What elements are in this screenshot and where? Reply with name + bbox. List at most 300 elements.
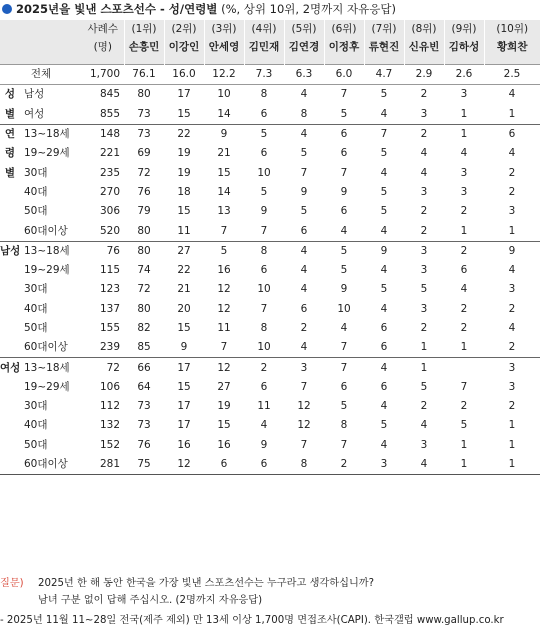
- percent-cell: 73: [137, 400, 151, 413]
- percent-cell: 4: [340, 224, 348, 237]
- athlete-rank: (8위): [411, 23, 437, 35]
- athlete-name: 안세영: [208, 41, 240, 53]
- athlete-rank: (3위): [211, 23, 237, 35]
- percent-cell: 4: [420, 147, 428, 160]
- percent-cell: 7: [220, 341, 228, 354]
- percent-cell: 3: [460, 185, 468, 198]
- header-athlete-7: [364, 20, 404, 65]
- percent-cell: 66: [124, 358, 164, 378]
- percent-cell: 1: [508, 419, 516, 432]
- row-label: 30대: [24, 166, 48, 179]
- percent-cell: 27: [164, 241, 204, 261]
- table-row: [0, 241, 540, 261]
- percent-cell: 9: [364, 241, 404, 261]
- header-blank: [0, 20, 82, 65]
- row-group: [0, 300, 20, 319]
- table-row: [0, 124, 540, 144]
- sample-size-cell: 76: [82, 241, 124, 261]
- question-text-1: 2025년 한 해 동안 한국을 가장 빛낸 스포츠선수는 누구라고 생각하십니까?: [38, 578, 375, 589]
- row-label: 여성: [24, 107, 45, 120]
- row-label: 19~29세: [24, 264, 70, 277]
- percent-cell: 2: [300, 322, 308, 334]
- row-group: 령: [4, 147, 16, 160]
- percent-cell: 2.9: [404, 65, 444, 85]
- sample-size-cell: 148: [82, 124, 124, 144]
- percent-cell: 19: [217, 400, 231, 413]
- title-main: 2025년을 빛낸 스포츠선수 - 성/연령별: [16, 2, 218, 16]
- sample-size-unit: (명): [93, 41, 112, 53]
- row-label: 13~18세: [20, 358, 82, 378]
- row-group: 여성: [0, 358, 20, 378]
- percent-cell: 17: [177, 419, 191, 432]
- percent-cell: 6: [324, 124, 364, 144]
- question-label: 질문): [0, 578, 24, 589]
- percent-cell: 3: [508, 205, 516, 218]
- percent-cell: 9: [180, 341, 188, 354]
- percent-cell: 6: [340, 380, 348, 393]
- row-label: 60대이상: [20, 455, 82, 475]
- row-group: 연: [0, 124, 20, 144]
- percent-cell: 1: [444, 455, 484, 475]
- percent-cell: 8: [340, 419, 348, 432]
- percent-cell: 7: [260, 302, 268, 315]
- percent-cell: 17: [164, 85, 204, 105]
- row-group: 별: [4, 166, 16, 179]
- percent-cell: 7: [460, 380, 468, 393]
- percent-cell: 4: [380, 302, 388, 315]
- row-label: 60대이상: [24, 224, 68, 237]
- percent-cell: 2: [508, 400, 516, 413]
- source-note: - 2025년 11월 11~28일 전국(제주 제외) 만 13세 이상 1,700명 면접조사(CAPI). 한국갤럽 www.gallup.co.kr: [0, 615, 504, 626]
- percent-cell: 75: [124, 455, 164, 475]
- percent-cell: 2: [244, 358, 284, 378]
- athlete-rank: (4위): [251, 23, 277, 35]
- percent-cell: 3: [420, 107, 428, 120]
- percent-cell: 9: [340, 283, 348, 296]
- percent-cell: 3: [420, 302, 428, 315]
- table-row: [0, 338, 540, 358]
- header-athlete-6: [324, 20, 364, 65]
- percent-cell: 12: [204, 358, 244, 378]
- sample-size-cell: 132: [99, 419, 120, 432]
- percent-cell: 5: [420, 380, 428, 393]
- row-group: [0, 183, 20, 202]
- athlete-name: 김하성: [448, 41, 480, 53]
- percent-cell: 7: [340, 166, 348, 179]
- percent-cell: 7: [324, 85, 364, 105]
- percent-cell: 76.1: [124, 65, 164, 85]
- row-label: 50대: [24, 205, 48, 218]
- table-row: [0, 436, 540, 455]
- percent-cell: 4: [460, 283, 468, 296]
- table-row: [0, 416, 540, 435]
- sample-size-cell: 152: [99, 438, 120, 451]
- header-athlete-4: [244, 20, 284, 65]
- percent-cell: 1: [460, 224, 468, 237]
- sample-size-cell: 221: [99, 147, 120, 160]
- percent-cell: 4: [460, 147, 468, 160]
- table-row: [0, 221, 540, 241]
- percent-cell: 1: [420, 341, 428, 354]
- percent-cell: 3: [420, 438, 428, 451]
- percent-cell: 82: [137, 322, 151, 334]
- percent-cell: 8: [260, 322, 268, 334]
- percent-cell: 4: [364, 358, 404, 378]
- percent-cell: 12.2: [204, 65, 244, 85]
- athlete-rank: (10위): [496, 23, 529, 35]
- page-title: [2, 1, 539, 17]
- sample-size-cell: 845: [82, 85, 124, 105]
- row-group: [0, 338, 20, 358]
- table-row: [0, 85, 540, 105]
- percent-cell: 7.3: [244, 65, 284, 85]
- table-row: [0, 358, 540, 378]
- athlete-rank: (6위): [331, 23, 357, 35]
- percent-cell: 9: [260, 438, 268, 451]
- percent-cell: 4: [300, 264, 308, 277]
- row-group: [0, 378, 20, 397]
- percent-cell: 4: [260, 419, 268, 432]
- percent-cell: 69: [137, 147, 151, 160]
- percent-cell: 3: [284, 358, 324, 378]
- table-row: [0, 319, 540, 338]
- percent-cell: 10: [257, 166, 271, 179]
- question-line-2: [0, 592, 540, 609]
- percent-cell: 5: [364, 85, 404, 105]
- percent-cell: 6: [204, 455, 244, 475]
- percent-cell: 2: [324, 455, 364, 475]
- percent-cell: 5: [380, 419, 388, 432]
- percent-cell: 80: [124, 241, 164, 261]
- table-row: [0, 144, 540, 163]
- percent-cell: 5: [340, 264, 348, 277]
- percent-cell: 13: [217, 205, 231, 218]
- percent-cell: 1: [508, 438, 516, 451]
- percent-cell: 7: [220, 224, 228, 237]
- row-group: [0, 221, 20, 241]
- percent-cell: 3: [484, 358, 540, 378]
- percent-cell: 7: [300, 380, 308, 393]
- percent-cell: 1: [460, 341, 468, 354]
- percent-cell: 10: [204, 85, 244, 105]
- sample-size-cell: 155: [99, 322, 120, 334]
- percent-cell: 4: [508, 322, 516, 334]
- percent-cell: 4: [380, 400, 388, 413]
- percent-cell: 19: [177, 166, 191, 179]
- header-athlete-1: [124, 20, 164, 65]
- athlete-name: 김연경: [288, 41, 320, 53]
- percent-cell: 1: [508, 107, 516, 120]
- percent-cell: 12: [217, 302, 231, 315]
- percent-cell: 5: [380, 283, 388, 296]
- athlete-rank: (9위): [451, 23, 477, 35]
- percent-cell: 16.0: [164, 65, 204, 85]
- percent-cell: 16: [217, 438, 231, 451]
- sample-size-cell: 137: [99, 302, 120, 315]
- percent-cell: 7: [364, 124, 404, 144]
- bullet-icon: [2, 4, 12, 14]
- percent-cell: 10: [257, 341, 271, 354]
- athlete-rank: (2위): [171, 23, 197, 35]
- percent-cell: 2: [420, 224, 428, 237]
- percent-cell: 4: [380, 107, 388, 120]
- percent-cell: 1: [404, 358, 444, 378]
- sample-size-cell: 520: [99, 224, 120, 237]
- percent-cell: 2: [460, 205, 468, 218]
- percent-cell: 5: [300, 205, 308, 218]
- percent-cell: 4: [484, 85, 540, 105]
- percent-cell: 64: [137, 380, 151, 393]
- sample-size-cell: 115: [99, 264, 120, 277]
- table-row: [0, 261, 540, 280]
- header-athlete-2: [164, 20, 204, 65]
- percent-cell: 9: [340, 185, 348, 198]
- percent-cell: 72: [137, 283, 151, 296]
- percent-cell: 2: [420, 205, 428, 218]
- table-row: [0, 202, 540, 221]
- athlete-rank: (7위): [371, 23, 397, 35]
- percent-cell: 79: [137, 205, 151, 218]
- percent-cell: 12: [297, 419, 311, 432]
- percent-cell: 17: [177, 400, 191, 413]
- row-group: 별: [4, 107, 16, 120]
- percent-cell: 16: [217, 264, 231, 277]
- table-row: [0, 397, 540, 416]
- percent-cell: 7: [340, 438, 348, 451]
- athlete-rank: (1위): [131, 23, 157, 35]
- percent-cell: 2: [420, 322, 428, 334]
- percent-cell: 73: [137, 419, 151, 432]
- sample-size-cell: 281: [82, 455, 124, 475]
- percent-cell: 73: [124, 124, 164, 144]
- percent-cell: 4: [340, 322, 348, 334]
- percent-cell: 7: [340, 341, 348, 354]
- percent-cell: 4: [380, 438, 388, 451]
- percent-cell: 5: [420, 283, 428, 296]
- athlete-name: 손흥민: [128, 41, 160, 53]
- percent-cell: 4: [508, 264, 516, 277]
- row-label: 30대: [24, 400, 48, 413]
- percent-cell: 15: [217, 419, 231, 432]
- row-label: 30대: [24, 283, 48, 296]
- percent-cell: 21: [217, 147, 231, 160]
- header-athlete-8: [404, 20, 444, 65]
- row-label: 50대: [24, 322, 48, 334]
- percent-cell: 2: [508, 341, 516, 354]
- percent-cell: 5: [300, 147, 308, 160]
- percent-cell: 19: [177, 147, 191, 160]
- percent-cell: 3: [508, 380, 516, 393]
- percent-cell: 20: [177, 302, 191, 315]
- percent-cell: 4: [380, 166, 388, 179]
- row-label: 19~29세: [24, 147, 70, 160]
- percent-cell: 8: [244, 85, 284, 105]
- row-label: 50대: [24, 438, 48, 451]
- percent-cell: 4: [380, 264, 388, 277]
- percent-cell: 6: [260, 147, 268, 160]
- percent-cell: 1: [460, 438, 468, 451]
- percent-cell: 4: [420, 419, 428, 432]
- percent-cell: 9: [300, 185, 308, 198]
- row-group: [0, 397, 20, 416]
- percent-cell: 4: [284, 241, 324, 261]
- sample-size-cell: 1,700: [82, 65, 124, 85]
- question-line-1: [0, 575, 540, 592]
- percent-cell: 6: [260, 107, 268, 120]
- table-row: [0, 163, 540, 182]
- percent-cell: 2: [460, 322, 468, 334]
- row-label: 60대이상: [24, 341, 68, 354]
- percent-cell: 22: [164, 124, 204, 144]
- percent-cell: 6.3: [284, 65, 324, 85]
- percent-cell: 5: [340, 400, 348, 413]
- percent-cell: 5: [380, 185, 388, 198]
- row-label: 남성: [20, 85, 82, 105]
- percent-cell: 6.0: [324, 65, 364, 85]
- row-label: 13~18세: [20, 241, 82, 261]
- percent-cell: 6: [260, 380, 268, 393]
- table-row: [0, 300, 540, 319]
- row-label: 19~29세: [24, 380, 70, 393]
- percent-cell: 4: [284, 85, 324, 105]
- table-row: [0, 455, 540, 475]
- row-group: [0, 319, 20, 338]
- percent-cell: 12: [164, 455, 204, 475]
- question-text-2: 남녀 구분 없이 답해 주십시오. (2명까지 자유응답): [38, 595, 263, 606]
- percent-cell: 21: [177, 283, 191, 296]
- athlete-name: 이강인: [168, 41, 200, 53]
- percent-cell: 3: [404, 241, 444, 261]
- percent-cell: 15: [177, 380, 191, 393]
- percent-cell: 3: [444, 85, 484, 105]
- percent-cell: 9: [204, 124, 244, 144]
- percent-cell: 8: [284, 455, 324, 475]
- row-label: 40대: [24, 185, 48, 198]
- athlete-name: 이정후: [328, 41, 360, 53]
- percent-cell: 6: [244, 455, 284, 475]
- percent-cell: 3: [508, 283, 516, 296]
- percent-cell: 10: [337, 302, 351, 315]
- percent-cell: 2.5: [484, 65, 540, 85]
- table-row: [0, 105, 540, 125]
- percent-cell: 76: [137, 185, 151, 198]
- percent-cell: 73: [137, 107, 151, 120]
- percent-cell: 6: [380, 341, 388, 354]
- sample-size-cell: 239: [99, 341, 120, 354]
- athlete-name: 황희찬: [497, 41, 528, 53]
- percent-cell: 2: [460, 400, 468, 413]
- percent-cell: 80: [137, 224, 151, 237]
- percent-cell: 2: [508, 166, 516, 179]
- percent-cell: 5: [460, 419, 468, 432]
- row-group: [0, 416, 20, 435]
- percent-cell: 4: [508, 147, 516, 160]
- percent-cell: 9: [260, 205, 268, 218]
- row-group: 성: [0, 85, 20, 105]
- percent-cell: 17: [164, 358, 204, 378]
- percent-cell: 4: [300, 283, 308, 296]
- percent-cell: 18: [177, 185, 191, 198]
- percent-cell: 6: [380, 380, 388, 393]
- percent-cell: 14: [217, 107, 231, 120]
- percent-cell: 5: [340, 107, 348, 120]
- percent-cell: 7: [260, 224, 268, 237]
- header-athlete-3: [204, 20, 244, 65]
- percent-cell: 22: [177, 264, 191, 277]
- percent-cell: 2: [404, 124, 444, 144]
- percent-cell: 74: [137, 264, 151, 277]
- percent-cell: 27: [217, 380, 231, 393]
- percent-cell: 4: [420, 166, 428, 179]
- row-label: 40대: [24, 302, 48, 315]
- percent-cell: 8: [244, 241, 284, 261]
- percent-cell: 76: [137, 438, 151, 451]
- sample-size-cell: 855: [99, 107, 120, 120]
- percent-cell: 85: [137, 341, 151, 354]
- percent-cell: 4: [284, 124, 324, 144]
- table-row: [0, 183, 540, 202]
- percent-cell: 2: [508, 302, 516, 315]
- percent-cell: 6: [380, 322, 388, 334]
- percent-cell: 11: [217, 322, 231, 334]
- percent-cell: 1: [444, 124, 484, 144]
- sample-size-cell: 306: [99, 205, 120, 218]
- percent-cell: 5: [380, 147, 388, 160]
- percent-cell: 5: [380, 205, 388, 218]
- percent-cell: 1: [508, 224, 516, 237]
- percent-cell: 4: [404, 455, 444, 475]
- table-row: [0, 378, 540, 397]
- header-athlete-5: [284, 20, 324, 65]
- title-sub: (%, 상위 10위, 2명까지 자유응답): [221, 2, 396, 16]
- percent-cell: 2: [420, 400, 428, 413]
- percent-cell: 2.6: [444, 65, 484, 85]
- sample-size-cell: 235: [99, 166, 120, 179]
- percent-cell: 7: [300, 438, 308, 451]
- percent-cell: 12: [217, 283, 231, 296]
- sample-size-cell: 106: [99, 380, 120, 393]
- row-group: [0, 455, 20, 475]
- sample-size-cell: 72: [82, 358, 124, 378]
- percent-cell: 6: [340, 147, 348, 160]
- row-group: [0, 280, 20, 299]
- percent-cell: 80: [124, 85, 164, 105]
- percent-cell: 6: [460, 264, 468, 277]
- percent-cell: 15: [177, 107, 191, 120]
- row-label: 40대: [24, 419, 48, 432]
- sample-size-cell: 112: [99, 400, 120, 413]
- sample-size-cell: 270: [99, 185, 120, 198]
- table-row: [0, 65, 540, 85]
- percent-cell: 6: [300, 224, 308, 237]
- percent-cell: 12: [297, 400, 311, 413]
- percent-cell: 16: [177, 438, 191, 451]
- sample-size-label: 사례수: [87, 23, 118, 35]
- percent-cell: 11: [177, 224, 191, 237]
- percent-cell: 3: [420, 264, 428, 277]
- percent-cell: 4: [300, 341, 308, 354]
- percent-cell: 2: [444, 241, 484, 261]
- percent-cell: 2: [460, 302, 468, 315]
- percent-cell: 15: [177, 322, 191, 334]
- percent-cell: 2: [404, 85, 444, 105]
- percent-cell: 14: [217, 185, 231, 198]
- percent-cell: 15: [217, 166, 231, 179]
- percent-cell: 11: [257, 400, 271, 413]
- header-athlete-9: [444, 20, 484, 65]
- percent-cell: 72: [137, 166, 151, 179]
- percent-cell: 6: [260, 264, 268, 277]
